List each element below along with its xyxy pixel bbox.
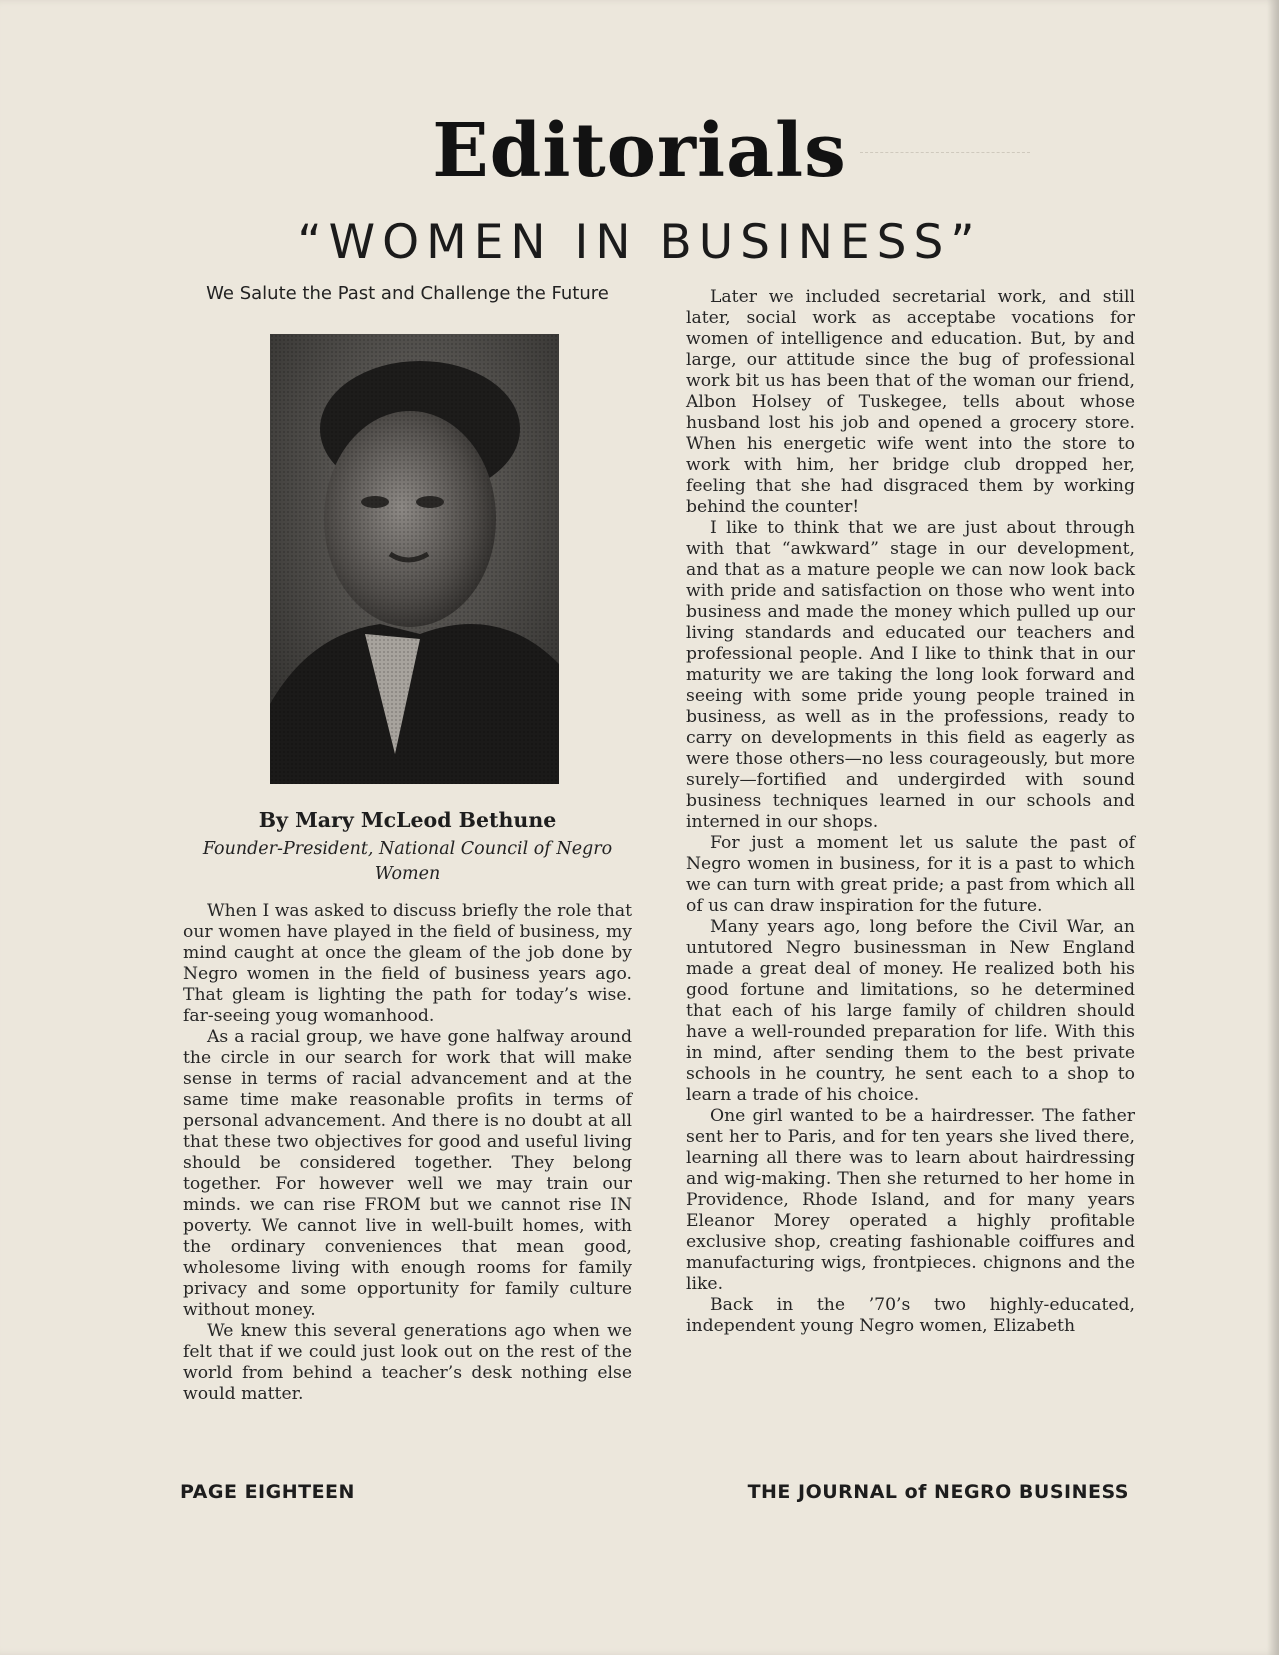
author-portrait-photo [270, 334, 559, 784]
paragraph: I like to think that we are just about through with that “awkward” stage in our development, and that as a mature people we can now look back with pride and satisfaction on those who went into business and made the money which pulled up our living standards and educated our teachers and professional people. And I like to think that in our maturity we are taking the long look forward and seeing with some pride young people trained in business, as well as in the professions, ready to carry on developments in this field as eagerly as were those others—no less courageously, but more surely—fortified and undergirded with sound business techniques learned in our schools and interned in our shops. [686, 518, 1135, 832]
paragraph: Many years ago, long before the Civil War, an untutored Negro businessman in New England made a great deal of money. He realized both his good fortune and limitations, so he determined that each of his large family of children should have a well-rounded preparation for life. With this in mind, after sending them to the best private schools in he country, he sent each to a shop to learn a trade of his choice. [686, 917, 1135, 1105]
article-headline: “WOMEN IN BUSINESS” [297, 215, 982, 270]
paragraph: One girl wanted to be a hairdresser. The father sent her to Paris, and for ten years she lived there, learning all there was to learn about hairdressing and wig-making. Then she returned to her home in Providence, Rhode Island, and for many years Eleanor Morey operated a highly profitable exclusive shop, creating fashionable coiffures and manufacturing wigs, frontpieces. chignons and the like. [686, 1106, 1135, 1294]
article-subhead: We Salute the Past and Challenge the Future [206, 283, 609, 304]
portrait-image [270, 334, 559, 784]
left-column [183, 281, 632, 1405]
author-byline: By Mary McLeod Bethune [258, 808, 557, 832]
paragraph: When I was asked to discuss briefly the role that our women have played in the field of business, my mind caught at once the gleam of the job done by Negro women in the field of business years ago. That gleam is lighting the path for today’s wise. far-seeing youg womanhood. [183, 901, 632, 1026]
paragraph: We knew this several generations ago when we felt that if we could just look out on the rest of the world from behind a teacher’s desk nothing else would matter. [183, 1321, 632, 1404]
paragraph: Back in the ’70’s two highly-educated, independent young Negro women, Elizabeth [686, 1295, 1135, 1336]
author-title: Founder-President, National Council of Negro Women [202, 839, 613, 884]
right-column [686, 287, 1135, 1337]
masthead: Editorials [432, 108, 847, 194]
paragraph: As a racial group, we have gone halfway around the circle in our search for work that will make sense in terms of racial advancement and at the same time make reasonable profits in terms of personal advancement. And there is no doubt at all that these two objectives for good and useful living should be considered together. They belong together. For however well we may train our minds. we can rise FROM but we cannot rise IN poverty. We cannot live in well-built homes, with the ordinary conveniences that mean good, wholesome living with enough rooms for family privacy and some opportunity for family culture without money. [183, 1027, 632, 1320]
journal-name-footer: THE JOURNAL of NEGRO BUSINESS [747, 1481, 1129, 1503]
paragraph: For just a moment let us salute the past of Negro women in business, for it is a past to which we can turn with great pride; a past from which all of us can draw inspiration for the future. [686, 833, 1135, 916]
paragraph: Later we included secretarial work, and still later, social work as acceptabe vocations for women of intelligence and education. But, by and large, our attitude since the bug of professional work bit us has been that of the woman our friend, Albon Holsey of Tuskegee, tells about whose husband lost his job and opened a grocery store. When his energetic wife went into the store to work with him, her bridge club dropped her, feeling that she had disgraced them by working behind the counter! [686, 287, 1135, 517]
page-number-footer: PAGE EIGHTEEN [180, 1481, 355, 1503]
